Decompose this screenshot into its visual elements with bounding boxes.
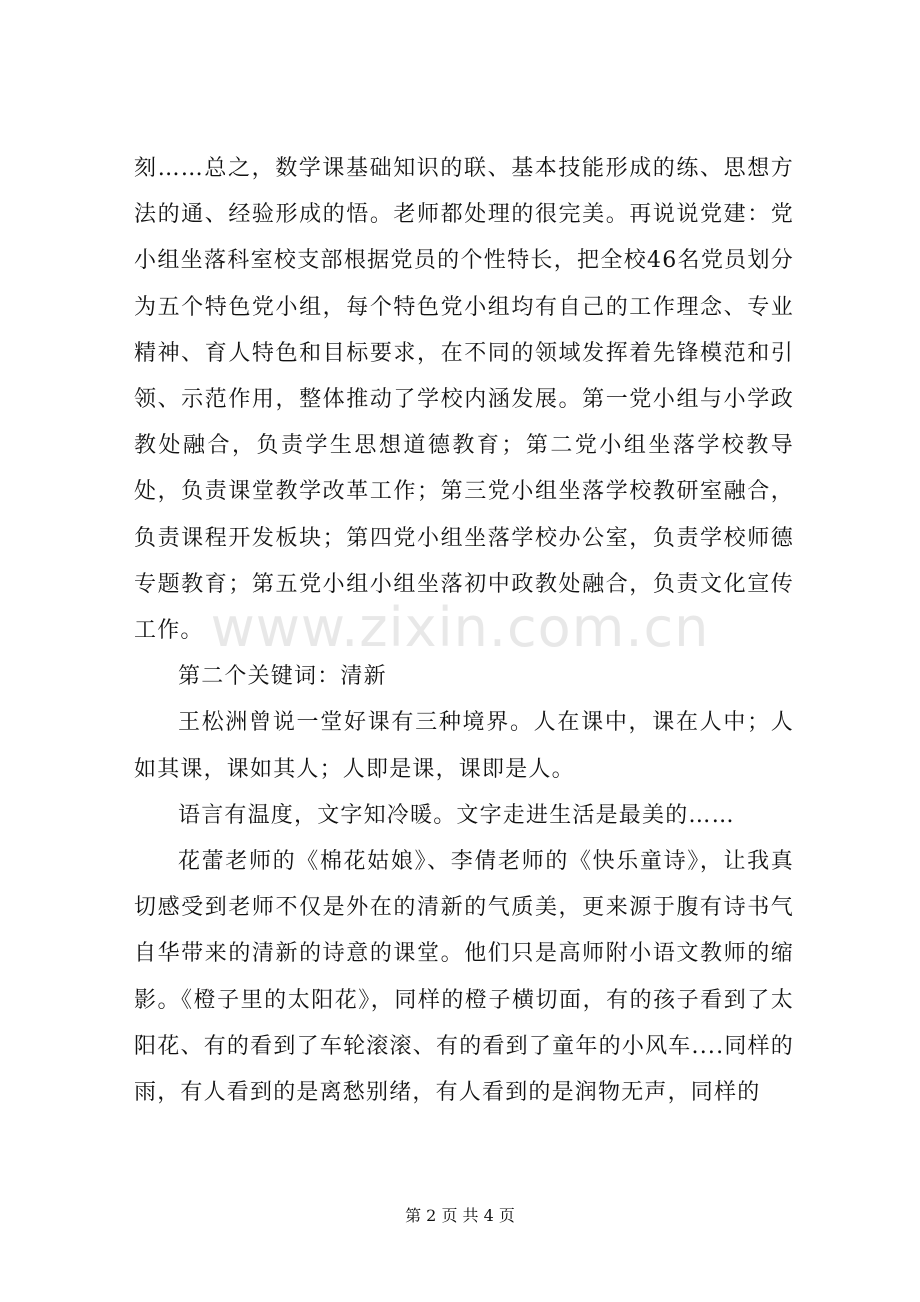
document-body [134, 146, 794, 1116]
paragraph-continuation: 刻……总之，数学课基础知识的联、基本技能形成的练、思想方法的通、经验形成的悟。老师都处理的很完美。再说说党建：党小组坐落科室校支部根据党员的个性特长，把全校46名党员划分为五个特色党小组，每个特色党小组均有自己的工作理念、专业精神、育人特色和目标要求，在不同的领域发挥着先锋模范和引领、示范作用，整体推动了学校内涵发展。第一党小组与小学政教处融合，负责学生思想道德教育；第二党小组坐落学校教导处，负责课堂教学改革工作；第三党小组坐落学校教研室融合，负责课程开发板块；第四党小组坐落学校办公室，负责学校师德专题教育；第五党小组小组坐落初中政教处融合，负责文化宣传工作。 [134, 156, 794, 644]
paragraph-language: 语言有温度，文字知冷暖。文字走进生活是最美的…… [178, 802, 735, 828]
paragraph-heading-keyword: 第二个关键词：清新 [178, 664, 387, 690]
paragraph-quote: 王松洲曾说一堂好课有三种境界。人在课中，课在人中；人如其课，课如其人；人即是课，课即是人。 [134, 710, 794, 782]
watermark-text: www.zixin.com.cn [210, 596, 710, 659]
page-footer: 第 2 页 共 4 页 [405, 1206, 515, 1225]
paragraph-teachers: 花蕾老师的《棉花姑娘》、李倩老师的《快乐童诗》，让我真切感受到老师不仅是外在的清新的气质美，更来源于腹有诗书气自华带来的清新的诗意的课堂。他们只是高师附小语文教师的缩影。《橙子里的太阳花》，同样的橙子横切面，有的孩子看到了太阳花、有的看到了车轮滚滚、有的看到了童年的小风车....同样的雨，有人看到的是离愁别绪，有人看到的是润物无声，同样的 [134, 849, 794, 1106]
